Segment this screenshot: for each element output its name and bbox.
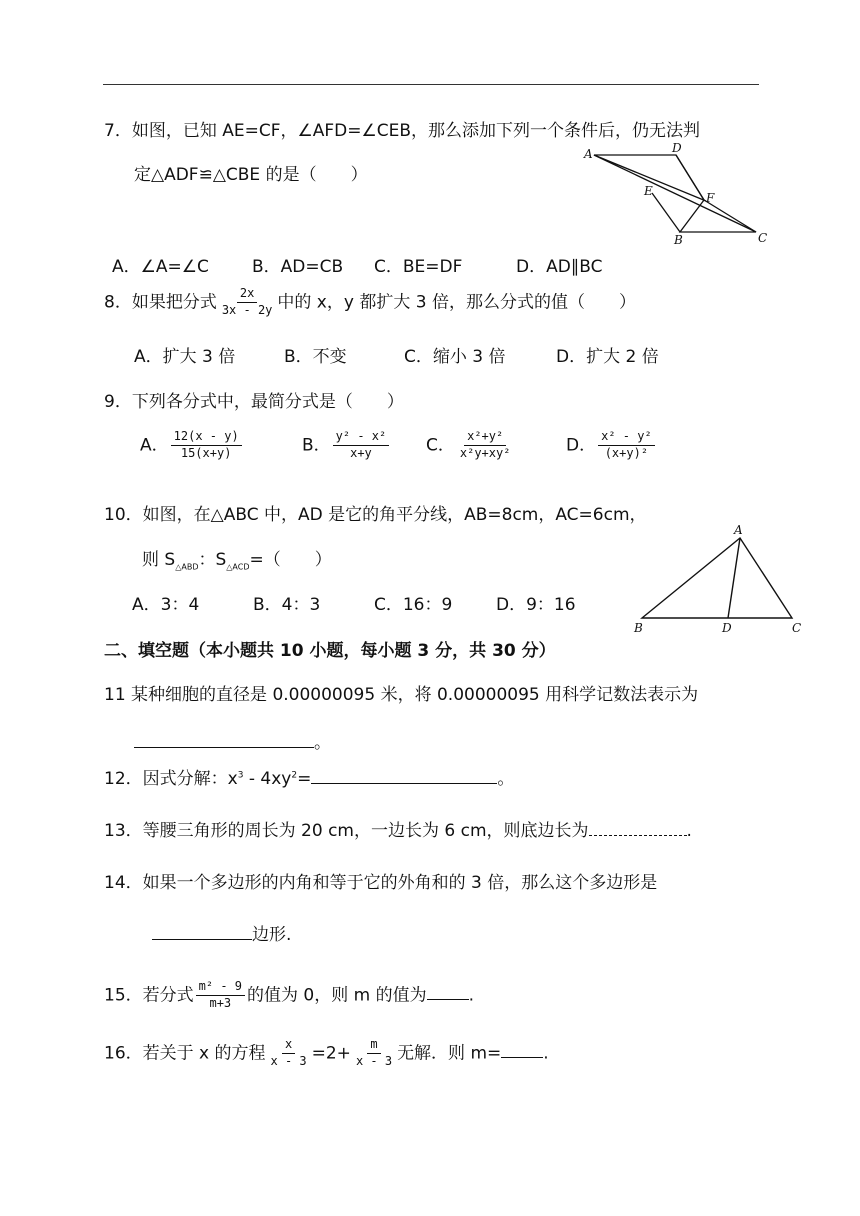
q10-triangle — [642, 538, 792, 618]
q11-blank[interactable] — [134, 733, 314, 748]
q7-line-DF — [676, 155, 704, 200]
q9-option-b — [302, 430, 391, 461]
q9-option-d-label: D． — [566, 435, 597, 456]
q14-tail: 边形. — [252, 925, 292, 945]
q12-prefix: 12．因式分解：x — [104, 769, 238, 789]
q8-option-d: D．扩大 2 倍 — [556, 347, 659, 367]
q10-label-C: C — [792, 621, 802, 635]
q13-blank[interactable] — [589, 821, 687, 836]
q10-option-d: D．9：16 — [496, 595, 576, 615]
q16-mid: =2+ — [311, 1043, 351, 1064]
q16-tail: . — [543, 1043, 549, 1064]
q12-eq: = — [297, 769, 312, 789]
q8-stem — [104, 287, 636, 318]
q7-label-E: E — [644, 184, 653, 198]
q12-mid: - 4xy — [243, 769, 292, 789]
q16-frac2-den: x - 3 — [355, 1053, 393, 1068]
q10-sub1: △ABD — [175, 562, 199, 572]
q8-prefix: 8．如果把分式 — [104, 292, 217, 313]
q13-tail: . — [686, 821, 692, 841]
q15-fraction — [196, 980, 245, 1011]
q10-label-D: D — [722, 621, 732, 635]
q12-tail: 。 — [497, 769, 515, 789]
q7-option-a: A．∠A=∠C — [112, 257, 209, 277]
q10-bisector-AD — [728, 538, 740, 618]
q10-paren: =（ ） — [249, 550, 332, 570]
q12-line — [104, 764, 514, 789]
q9-c-num: x²+y² — [464, 430, 506, 446]
q16-blank[interactable] — [501, 1043, 543, 1058]
header-rule — [103, 84, 759, 85]
q16-frac1-den: x - 3 — [270, 1053, 307, 1068]
q14-blank[interactable] — [152, 925, 252, 940]
q10-figure — [628, 520, 808, 638]
q7-label-C: C — [758, 231, 768, 245]
q16-fraction-2 — [353, 1038, 395, 1069]
q9-option-d-frac — [598, 430, 655, 461]
q14-answer-line — [152, 920, 291, 945]
q15-frac-den: m+3 — [209, 995, 232, 1010]
q9-option-a-label: A． — [140, 435, 169, 456]
q9-option-c-frac — [457, 430, 514, 461]
q7-quad — [594, 155, 756, 232]
q9-d-num: x² - y² — [598, 430, 655, 446]
q11-line1: 11 某种细胞的直径是 0.00000095 米，将 0.00000095 用科学记数法表示为 — [104, 685, 699, 705]
q12-sup1: 3 — [237, 770, 244, 781]
q7-line2: 定△ADF≌△CBE 的是（ ） — [134, 165, 368, 185]
q10-option-c: C．16：9 — [374, 595, 453, 615]
section2-title: 二、填空题（本小题共 10 小题，每小题 3 分，共 30 分） — [104, 641, 556, 661]
q15-tail: . — [468, 985, 474, 1006]
q16-frac2-num: m — [367, 1038, 380, 1054]
q16-line — [104, 1038, 549, 1069]
q9-option-d — [566, 430, 657, 461]
q8-option-b: B．不变 — [284, 347, 347, 367]
q9-option-b-label: B． — [302, 435, 331, 456]
q7-line1: 7．如图，已知 AE=CF，∠AFD=∠CEB，那么添加下列一个条件后，仍无法判 — [104, 121, 700, 141]
q10-line1: 10．如图，在△ABC 中，AD 是它的角平分线，AB=8cm，AC=6cm， — [104, 505, 647, 525]
q7-option-d: D．AD∥BC — [516, 257, 603, 277]
q13-line — [104, 816, 692, 841]
q15-frac-num: m² - 9 — [196, 980, 245, 996]
q9-d-den: (x+y)² — [604, 445, 649, 460]
q15-line — [104, 980, 474, 1011]
q9-option-c-label: C． — [426, 435, 455, 456]
q8-option-c: C．缩小 3 倍 — [404, 347, 506, 367]
q8-option-a: A．扩大 3 倍 — [134, 347, 236, 367]
q9-a-den: 15(x+y) — [180, 445, 232, 460]
q7-label-B: B — [674, 233, 683, 247]
q10-s1: 则 S — [142, 550, 176, 570]
q12-blank[interactable] — [311, 769, 497, 784]
q10-line2 — [142, 545, 332, 571]
q10-sub2: △ACD — [226, 562, 250, 572]
q10-option-b: B．4：3 — [253, 595, 321, 615]
q11-tail: 。 — [314, 733, 331, 753]
q15-prefix: 15．若分式 — [104, 985, 194, 1006]
q8-frac-num: 2x — [237, 287, 257, 303]
q16-prefix: 16．若关于 x 的方程 — [104, 1043, 266, 1064]
q9-option-b-frac — [333, 430, 390, 461]
q9-a-num: 12(x - y) — [171, 430, 242, 446]
q14-line1: 14．如果一个多边形的内角和等于它的外角和的 3 倍，那么这个多边形是 — [104, 873, 658, 893]
q9-option-a — [140, 430, 244, 461]
q12-sup2: 2 — [291, 770, 298, 781]
q9-stem: 9．下列各分式中，最简分式是（ ） — [104, 392, 404, 412]
q7-label-D: D — [672, 141, 682, 155]
q11-answer-line — [134, 728, 331, 753]
q9-option-a-frac — [171, 430, 242, 461]
q8-frac-den: 3x - 2y — [221, 302, 273, 317]
q9-b-num: y² - x² — [333, 430, 390, 446]
q9-b-den: x+y — [350, 445, 372, 460]
q7-option-c: C．BE=DF — [374, 257, 463, 277]
q7-figure — [580, 140, 780, 250]
q16-frac1-num: x — [282, 1038, 295, 1054]
q7-line-EB — [652, 193, 680, 232]
q7-option-b: B．AD=CB — [252, 257, 344, 277]
q15-blank[interactable] — [427, 985, 469, 1000]
q9-c-den: x²y+xy² — [459, 445, 511, 460]
q15-suffix: 的值为 0，则 m 的值为 — [247, 985, 427, 1006]
q10-label-B: B — [634, 621, 643, 635]
q7-label-F: F — [706, 191, 715, 205]
q10-option-a: A．3：4 — [132, 595, 200, 615]
q7-label-A: A — [584, 147, 593, 161]
q10-s2: ：S — [198, 550, 227, 570]
q13-text: 13．等腰三角形的周长为 20 cm，一边长为 6 cm，则底边长为 — [104, 821, 589, 841]
q16-suffix: 无解．则 m= — [397, 1043, 502, 1064]
q8-fraction — [219, 287, 276, 318]
q8-suffix: 中的 x，y 都扩大 3 倍，那么分式的值（ ） — [277, 292, 636, 313]
q16-fraction-1 — [268, 1038, 310, 1069]
q10-label-A: A — [734, 523, 743, 537]
q9-option-c — [426, 430, 515, 461]
